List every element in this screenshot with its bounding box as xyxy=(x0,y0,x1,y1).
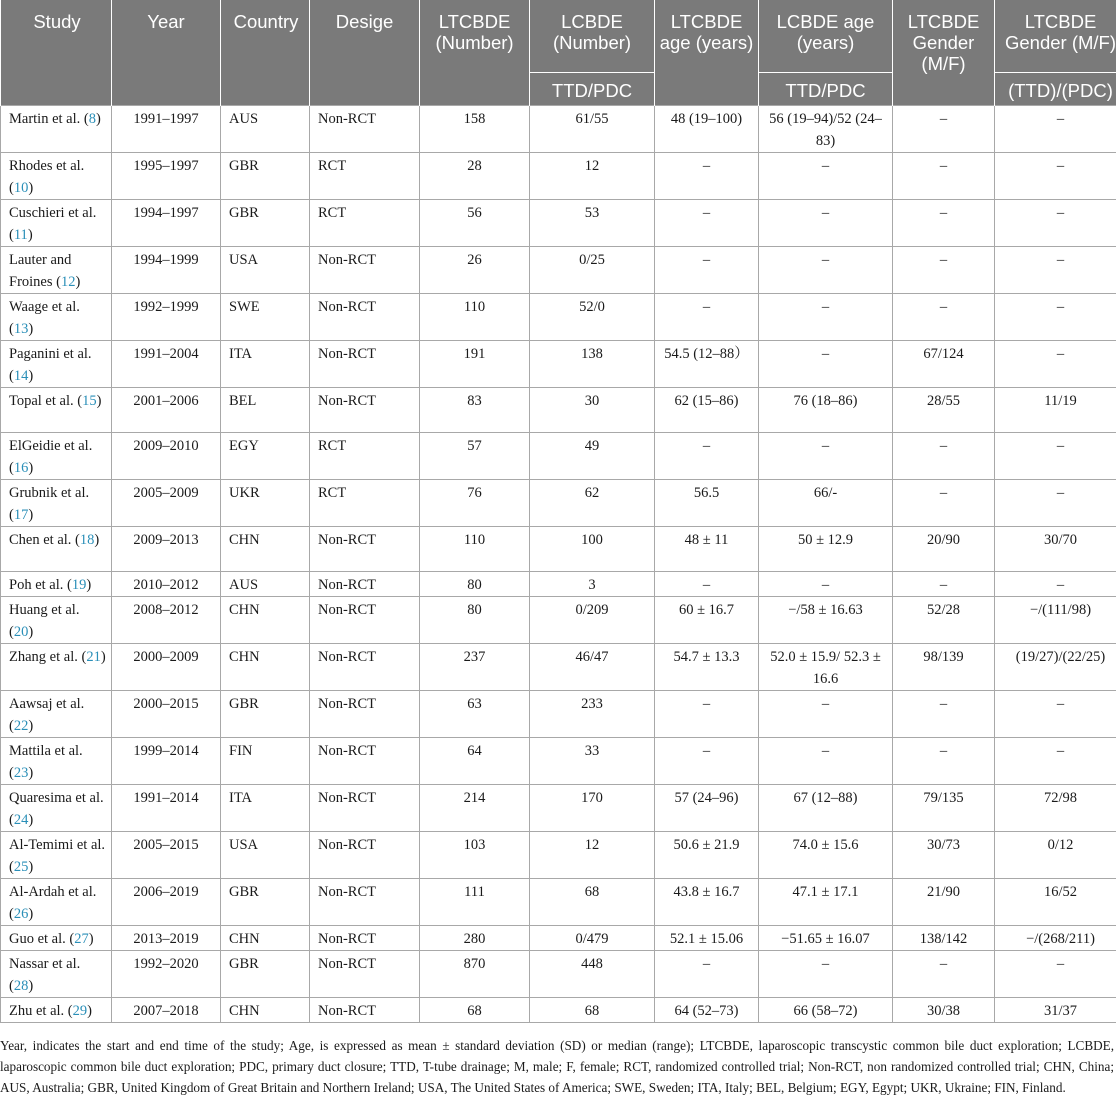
cell-ltcbde-number: 80 xyxy=(420,597,530,644)
cell-design: Non-RCT xyxy=(310,998,420,1023)
reference-link[interactable]: 16 xyxy=(13,460,29,476)
cell-ltcbde-age: – xyxy=(655,433,759,480)
cell-year: 1995–1997 xyxy=(112,153,221,200)
table-row xyxy=(1,572,1116,597)
cell-lcbde-number: 12 xyxy=(530,153,655,200)
cell-lcbde-number: 3 xyxy=(530,572,655,597)
table-row xyxy=(1,106,1116,153)
study-name: Aawsaj et al. xyxy=(9,696,85,712)
cell-ltcbde-number: 64 xyxy=(420,738,530,785)
cell-ltcbde-age: 52.1 ± 15.06 xyxy=(655,926,759,951)
cell-ltcbde-gender: – xyxy=(893,951,995,998)
header-lcbde-number: LCBDE (Number) xyxy=(530,0,655,73)
cell-lcbde-age: 74.0 ± 15.6 xyxy=(759,832,893,879)
cell-lcbde-age: – xyxy=(759,153,893,200)
table-row xyxy=(1,832,1116,879)
study-name: Al-Ardah et al. xyxy=(9,884,97,900)
cell-lcbde-gender: – xyxy=(995,433,1116,480)
cell-ltcbde-age: – xyxy=(655,247,759,294)
cell-lcbde-number: 49 xyxy=(530,433,655,480)
study-name: Chen et al. xyxy=(9,532,72,548)
cell-lcbde-age: 76 (18–86) xyxy=(759,388,893,433)
cell-ltcbde-gender: – xyxy=(893,738,995,785)
study-name: Topal et al. xyxy=(9,393,74,409)
cell-ltcbde-gender: 20/90 xyxy=(893,527,995,572)
cell-country: CHN xyxy=(221,527,310,572)
study-name: Lauter and Froines xyxy=(9,252,72,290)
cell-country: GBR xyxy=(221,879,310,926)
cell-year: 2005–2015 xyxy=(112,832,221,879)
cell-lcbde-gender: 16/52 xyxy=(995,879,1116,926)
reference-link[interactable]: 10 xyxy=(13,180,29,196)
cell-lcbde-number: 0/479 xyxy=(530,926,655,951)
cell-design: Non-RCT xyxy=(310,926,420,951)
table-row xyxy=(1,597,1116,644)
study-name: Guo et al. xyxy=(9,931,66,947)
cell-year: 1991–1997 xyxy=(112,106,221,153)
cell-study: Quaresima et al. (24) xyxy=(1,785,112,832)
cell-country: GBR xyxy=(221,951,310,998)
cell-ltcbde-number: 110 xyxy=(420,527,530,572)
cell-year: 2009–2013 xyxy=(112,527,221,572)
cell-ltcbde-number: 280 xyxy=(420,926,530,951)
cell-ltcbde-age: 62 (15–86) xyxy=(655,388,759,433)
cell-year: 2000–2009 xyxy=(112,644,221,691)
cell-country: GBR xyxy=(221,153,310,200)
cell-study: Rhodes et al. (10) xyxy=(1,153,112,200)
cell-lcbde-gender: 30/70 xyxy=(995,527,1116,572)
study-name: Poh et al. xyxy=(9,577,64,593)
cell-study: Grubnik et al. (17) xyxy=(1,480,112,527)
cell-ltcbde-age: – xyxy=(655,572,759,597)
cell-ltcbde-gender: – xyxy=(893,200,995,247)
cell-ltcbde-age: – xyxy=(655,691,759,738)
cell-country: FIN xyxy=(221,738,310,785)
cell-lcbde-number: 52/0 xyxy=(530,294,655,341)
cell-lcbde-gender: 11/19 xyxy=(995,388,1116,433)
cell-country: BEL xyxy=(221,388,310,433)
cell-design: RCT xyxy=(310,153,420,200)
header-ltcbde-number: LTCBDE (Number) xyxy=(420,0,530,106)
cell-ltcbde-number: 111 xyxy=(420,879,530,926)
study-name: Zhang et al. xyxy=(9,649,78,665)
cell-lcbde-age: 66/- xyxy=(759,480,893,527)
cell-country: CHN xyxy=(221,597,310,644)
reference-link[interactable]: 15 xyxy=(82,393,97,409)
cell-ltcbde-gender: 28/55 xyxy=(893,388,995,433)
reference-link[interactable]: 13 xyxy=(13,321,29,337)
cell-ltcbde-age: 54.7 ± 13.3 xyxy=(655,644,759,691)
header-design: Desige xyxy=(310,0,420,106)
cell-lcbde-number: 100 xyxy=(530,527,655,572)
study-name: Zhu et al. xyxy=(9,1003,65,1019)
cell-study: Zhang et al. (21) xyxy=(1,644,112,691)
cell-ltcbde-age: 60 ± 16.7 xyxy=(655,597,759,644)
cell-ltcbde-gender: 67/124 xyxy=(893,341,995,388)
cell-design: RCT xyxy=(310,480,420,527)
reference-link[interactable]: 12 xyxy=(60,274,76,290)
cell-year: 1991–2014 xyxy=(112,785,221,832)
header-country: Country xyxy=(221,0,310,106)
cell-study: Waage et al. (13) xyxy=(1,294,112,341)
cell-lcbde-age: – xyxy=(759,572,893,597)
cell-ltcbde-number: 870 xyxy=(420,951,530,998)
cell-ltcbde-gender: – xyxy=(893,691,995,738)
study-name: Huang et al. xyxy=(9,602,80,618)
cell-ltcbde-gender: – xyxy=(893,294,995,341)
reference-link[interactable]: 17 xyxy=(13,507,29,523)
cell-lcbde-number: 68 xyxy=(530,998,655,1023)
cell-lcbde-gender: −/(268/211) xyxy=(995,926,1116,951)
cell-study: Huang et al. (20) xyxy=(1,597,112,644)
cell-lcbde-number: 448 xyxy=(530,951,655,998)
cell-country: AUS xyxy=(221,106,310,153)
cell-design: Non-RCT xyxy=(310,951,420,998)
cell-lcbde-number: 233 xyxy=(530,691,655,738)
table-row xyxy=(1,691,1116,738)
cell-lcbde-number: 68 xyxy=(530,879,655,926)
cell-country: USA xyxy=(221,247,310,294)
cell-year: 1994–1999 xyxy=(112,247,221,294)
reference-link[interactable]: 19 xyxy=(71,577,87,593)
cell-country: AUS xyxy=(221,572,310,597)
cell-ltcbde-gender: – xyxy=(893,433,995,480)
cell-lcbde-age: – xyxy=(759,200,893,247)
cell-lcbde-age: – xyxy=(759,738,893,785)
reference-link[interactable]: 14 xyxy=(13,368,29,384)
cell-lcbde-number: 12 xyxy=(530,832,655,879)
cell-study: Topal et al. (15) xyxy=(1,388,112,433)
cell-country: GBR xyxy=(221,691,310,738)
cell-ltcbde-number: 158 xyxy=(420,106,530,153)
cell-lcbde-number: 138 xyxy=(530,341,655,388)
cell-design: Non-RCT xyxy=(310,388,420,433)
cell-design: Non-RCT xyxy=(310,341,420,388)
cell-study: Paganini et al. (14) xyxy=(1,341,112,388)
cell-lcbde-number: 0/25 xyxy=(530,247,655,294)
cell-ltcbde-gender: – xyxy=(893,480,995,527)
cell-lcbde-age: 66 (58–72) xyxy=(759,998,893,1023)
cell-ltcbde-number: 214 xyxy=(420,785,530,832)
cell-lcbde-age: 67 (12–88) xyxy=(759,785,893,832)
cell-ltcbde-number: 28 xyxy=(420,153,530,200)
cell-country: UKR xyxy=(221,480,310,527)
study-name: ElGeidie et al. xyxy=(9,438,93,454)
cell-ltcbde-age: – xyxy=(655,951,759,998)
header-row xyxy=(1,0,1116,73)
cell-lcbde-number: 53 xyxy=(530,200,655,247)
cell-year: 2000–2015 xyxy=(112,691,221,738)
reference-link[interactable]: 22 xyxy=(13,718,29,734)
cell-design: Non-RCT xyxy=(310,572,420,597)
header-study: Study xyxy=(1,0,112,106)
cell-ltcbde-age: 57 (24–96) xyxy=(655,785,759,832)
cell-year: 2001–2006 xyxy=(112,388,221,433)
cell-study: Zhu et al. (29) xyxy=(1,998,112,1023)
header-lcbde-number-sub: TTD/PDC xyxy=(530,73,655,106)
cell-lcbde-age: −51.65 ± 16.07 xyxy=(759,926,893,951)
table-row xyxy=(1,433,1116,480)
cell-ltcbde-age: 48 (19–100) xyxy=(655,106,759,153)
reference-link[interactable]: 11 xyxy=(13,227,28,243)
cell-ltcbde-number: 63 xyxy=(420,691,530,738)
cell-lcbde-age: – xyxy=(759,691,893,738)
table-footnote: Year, indicates the start and end time of the study; Age, is expressed as mean ± standard deviation (SD) or median (range); LTCBDE, laparoscopic transcystic common bile duct exploration; LCBDE, laparoscopic common bile duct exploration; PDC, primary duct closure; TTD, T-tube drainage; M, male; F, female; RCT, randomized controlled trial; Non-RCT, non randomized controlled trial; CHN, China; AUS, Australia; GBR, United Kingdom of Great Britain and Northern Ireland; USA, The United States of America; SWE, Sweden; ITA, Italy; BEL, Belgium; EGY, Egypt; UKR, Ukraine; FIN, Finland. xyxy=(0,1038,1114,1095)
cell-study: Al-Ardah et al. (26) xyxy=(1,879,112,926)
reference-link[interactable]: 25 xyxy=(13,859,29,875)
cell-ltcbde-number: 26 xyxy=(420,247,530,294)
study-name: Waage et al. xyxy=(9,299,80,315)
cell-ltcbde-gender: 30/38 xyxy=(893,998,995,1023)
table-row xyxy=(1,879,1116,926)
cell-study: Cuschieri et al. (11) xyxy=(1,200,112,247)
cell-lcbde-number: 0/209 xyxy=(530,597,655,644)
cell-lcbde-age: – xyxy=(759,294,893,341)
cell-lcbde-gender: – xyxy=(995,106,1116,153)
cell-year: 2013–2019 xyxy=(112,926,221,951)
cell-ltcbde-gender: – xyxy=(893,247,995,294)
cell-lcbde-age: 56 (19–94)/52 (24–83) xyxy=(759,106,893,153)
cell-ltcbde-number: 237 xyxy=(420,644,530,691)
table-row xyxy=(1,998,1116,1023)
cell-ltcbde-age: – xyxy=(655,200,759,247)
cell-study: ElGeidie et al. (16) xyxy=(1,433,112,480)
table-row xyxy=(1,388,1116,433)
cell-ltcbde-gender: – xyxy=(893,153,995,200)
cell-study: Chen et al. (18) xyxy=(1,527,112,572)
reference-link[interactable]: 23 xyxy=(13,765,29,781)
cell-ltcbde-gender: – xyxy=(893,106,995,153)
cell-country: ITA xyxy=(221,785,310,832)
cell-study: Guo et al. (27) xyxy=(1,926,112,951)
cell-year: 2006–2019 xyxy=(112,879,221,926)
cell-year: 1991–2004 xyxy=(112,341,221,388)
cell-design: Non-RCT xyxy=(310,597,420,644)
cell-ltcbde-age: 64 (52–73) xyxy=(655,998,759,1023)
cell-lcbde-number: 62 xyxy=(530,480,655,527)
cell-country: ITA xyxy=(221,341,310,388)
cell-lcbde-gender: – xyxy=(995,572,1116,597)
cell-lcbde-gender: – xyxy=(995,738,1116,785)
cell-design: Non-RCT xyxy=(310,106,420,153)
cell-study: Mattila et al. (23) xyxy=(1,738,112,785)
cell-ltcbde-age: 54.5 (12–88） xyxy=(655,341,759,388)
cell-lcbde-gender: – xyxy=(995,480,1116,527)
cell-year: 1999–2014 xyxy=(112,738,221,785)
table-row xyxy=(1,247,1116,294)
cell-study: Lauter and Froines (12) xyxy=(1,247,112,294)
cell-design: Non-RCT xyxy=(310,879,420,926)
cell-lcbde-gender: 0/12 xyxy=(995,832,1116,879)
header-ltcbde-gender: LTCBDE Gender (M/F) xyxy=(893,0,995,106)
cell-country: EGY xyxy=(221,433,310,480)
study-name: Grubnik et al. xyxy=(9,485,90,501)
header-year: Year xyxy=(112,0,221,106)
cell-lcbde-gender: 72/98 xyxy=(995,785,1116,832)
table-row xyxy=(1,644,1116,691)
cell-design: Non-RCT xyxy=(310,738,420,785)
cell-ltcbde-number: 83 xyxy=(420,388,530,433)
cell-ltcbde-gender: 21/90 xyxy=(893,879,995,926)
cell-design: Non-RCT xyxy=(310,785,420,832)
cell-year: 1992–1999 xyxy=(112,294,221,341)
cell-ltcbde-age: – xyxy=(655,153,759,200)
cell-lcbde-age: – xyxy=(759,433,893,480)
cell-design: Non-RCT xyxy=(310,527,420,572)
cell-country: CHN xyxy=(221,644,310,691)
cell-country: CHN xyxy=(221,998,310,1023)
header-ltcbde-age: LTCBDE age (years) xyxy=(655,0,759,106)
cell-design: Non-RCT xyxy=(310,832,420,879)
cell-year: 2009–2010 xyxy=(112,433,221,480)
cell-ltcbde-age: – xyxy=(655,294,759,341)
cell-country: SWE xyxy=(221,294,310,341)
reference-link[interactable]: 28 xyxy=(13,978,29,994)
reference-link[interactable]: 18 xyxy=(79,532,95,548)
table-row xyxy=(1,153,1116,200)
cell-lcbde-gender: – xyxy=(995,951,1116,998)
cell-year: 2008–2012 xyxy=(112,597,221,644)
study-name: Mattila et al. xyxy=(9,743,83,759)
cell-lcbde-age: – xyxy=(759,951,893,998)
cell-study: Nassar et al. (28) xyxy=(1,951,112,998)
table-row xyxy=(1,294,1116,341)
cell-ltcbde-age: 56.5 xyxy=(655,480,759,527)
reference-link[interactable]: 8 xyxy=(88,111,96,127)
cell-lcbde-gender: – xyxy=(995,341,1116,388)
table-row xyxy=(1,926,1116,951)
reference-link[interactable]: 27 xyxy=(74,931,89,947)
reference-link[interactable]: 20 xyxy=(13,624,29,640)
table-row xyxy=(1,480,1116,527)
cell-country: CHN xyxy=(221,926,310,951)
cell-design: Non-RCT xyxy=(310,294,420,341)
cell-lcbde-age: – xyxy=(759,247,893,294)
cell-study: Aawsaj et al. (22) xyxy=(1,691,112,738)
reference-link[interactable]: 29 xyxy=(72,1003,88,1019)
cell-lcbde-number: 61/55 xyxy=(530,106,655,153)
cell-lcbde-age: −/58 ± 16.63 xyxy=(759,597,893,644)
table-row xyxy=(1,738,1116,785)
cell-study: Poh et al. (19) xyxy=(1,572,112,597)
cell-ltcbde-age: – xyxy=(655,738,759,785)
cell-lcbde-age: – xyxy=(759,341,893,388)
cell-ltcbde-number: 76 xyxy=(420,480,530,527)
study-name: Cuschieri et al. xyxy=(9,205,97,221)
cell-lcbde-gender: – xyxy=(995,294,1116,341)
cell-ltcbde-number: 110 xyxy=(420,294,530,341)
cell-country: GBR xyxy=(221,200,310,247)
study-name: Nassar et al. xyxy=(9,956,81,972)
cell-design: Non-RCT xyxy=(310,644,420,691)
cell-lcbde-gender: – xyxy=(995,691,1116,738)
header-lcbde-age: LCBDE age (years) xyxy=(759,0,893,73)
table-row xyxy=(1,785,1116,832)
cell-year: 2010–2012 xyxy=(112,572,221,597)
cell-ltcbde-gender: 30/73 xyxy=(893,832,995,879)
cell-lcbde-gender: – xyxy=(995,200,1116,247)
study-name: Quaresima et al. xyxy=(9,790,104,806)
cell-lcbde-number: 30 xyxy=(530,388,655,433)
cell-design: RCT xyxy=(310,433,420,480)
cell-study: Martin et al. (8) xyxy=(1,106,112,153)
header-lcbde-gender: LTCBDE Gender (M/F) xyxy=(995,0,1116,73)
reference-link[interactable]: 24 xyxy=(13,812,29,828)
cell-ltcbde-number: 103 xyxy=(420,832,530,879)
cell-ltcbde-gender: 138/142 xyxy=(893,926,995,951)
cell-ltcbde-gender: 79/135 xyxy=(893,785,995,832)
cell-year: 2007–2018 xyxy=(112,998,221,1023)
cell-ltcbde-number: 57 xyxy=(420,433,530,480)
cell-lcbde-gender: −/(111/98) xyxy=(995,597,1116,644)
reference-link[interactable]: 21 xyxy=(86,649,101,665)
cell-design: RCT xyxy=(310,200,420,247)
cell-study: Al-Temimi et al. (25) xyxy=(1,832,112,879)
cell-lcbde-gender: 31/37 xyxy=(995,998,1116,1023)
cell-year: 1994–1997 xyxy=(112,200,221,247)
table-row xyxy=(1,341,1116,388)
cell-year: 1992–2020 xyxy=(112,951,221,998)
study-name: Rhodes et al. xyxy=(9,158,85,174)
cell-lcbde-number: 170 xyxy=(530,785,655,832)
cell-ltcbde-number: 80 xyxy=(420,572,530,597)
cell-ltcbde-gender: – xyxy=(893,572,995,597)
cell-ltcbde-age: 50.6 ± 21.9 xyxy=(655,832,759,879)
cell-lcbde-number: 33 xyxy=(530,738,655,785)
table-row xyxy=(1,527,1116,572)
cell-lcbde-gender: (19/27)/(22/25) xyxy=(995,644,1116,691)
header-lcbde-age-sub: TTD/PDC xyxy=(759,73,893,106)
cell-lcbde-age: 47.1 ± 17.1 xyxy=(759,879,893,926)
table-row xyxy=(1,951,1116,998)
cell-country: USA xyxy=(221,832,310,879)
cell-ltcbde-number: 68 xyxy=(420,998,530,1023)
study-name: Al-Temimi et al. xyxy=(9,837,106,853)
reference-link[interactable]: 26 xyxy=(13,906,29,922)
cell-ltcbde-number: 191 xyxy=(420,341,530,388)
cell-ltcbde-gender: 52/28 xyxy=(893,597,995,644)
cell-lcbde-number: 46/47 xyxy=(530,644,655,691)
cell-ltcbde-gender: 98/139 xyxy=(893,644,995,691)
table-row xyxy=(1,200,1116,247)
cell-lcbde-gender: – xyxy=(995,247,1116,294)
cell-design: Non-RCT xyxy=(310,247,420,294)
header-lcbde-gender-sub: (TTD)/(PDC) xyxy=(995,73,1116,106)
cell-ltcbde-age: 43.8 ± 16.7 xyxy=(655,879,759,926)
study-name: Martin et al. xyxy=(9,111,81,127)
cell-year: 2005–2009 xyxy=(112,480,221,527)
study-name: Paganini et al. xyxy=(9,346,92,362)
cell-lcbde-age: 52.0 ± 15.9/ 52.3 ± 16.6 xyxy=(759,644,893,691)
cell-lcbde-age: 50 ± 12.9 xyxy=(759,527,893,572)
cell-design: Non-RCT xyxy=(310,691,420,738)
cell-ltcbde-number: 56 xyxy=(420,200,530,247)
cell-lcbde-gender: – xyxy=(995,153,1116,200)
table-body xyxy=(1,106,1116,1023)
cell-ltcbde-age: 48 ± 11 xyxy=(655,527,759,572)
